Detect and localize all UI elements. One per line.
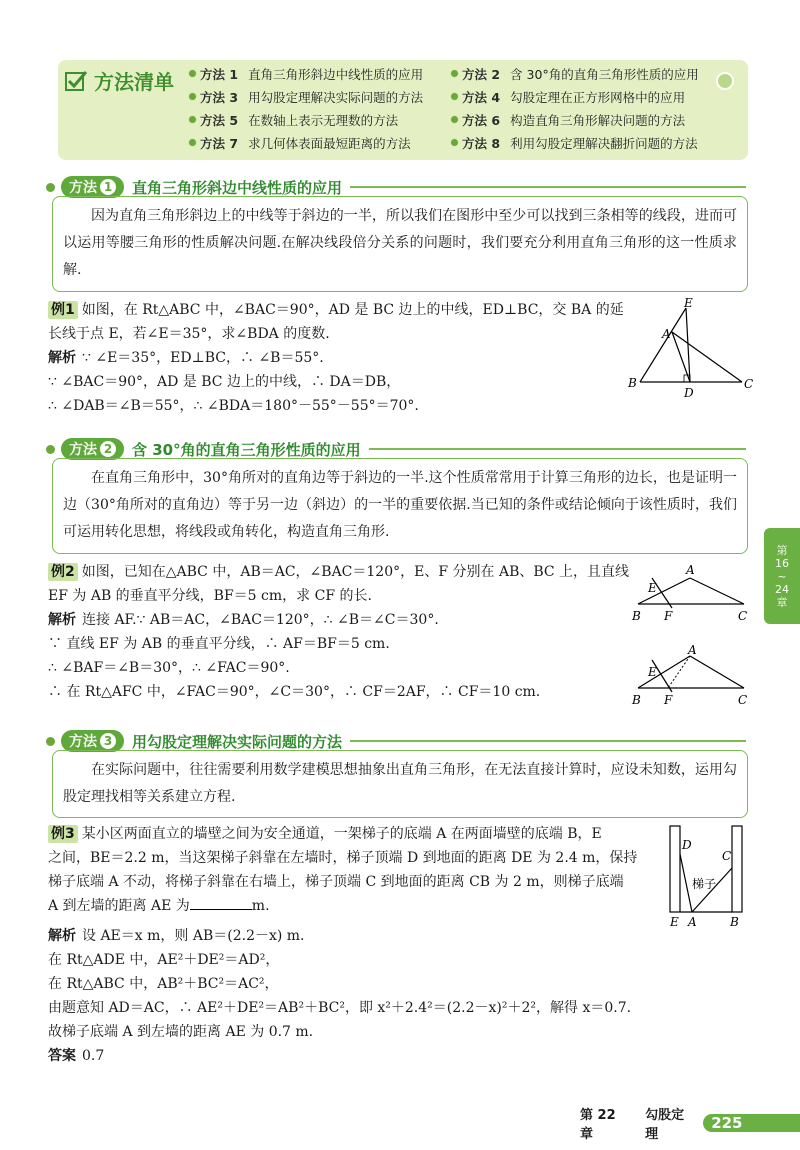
method-list-box — [58, 60, 748, 160]
bullet-icon — [46, 737, 55, 746]
fig1-label-e: E — [684, 296, 693, 310]
page-footer — [580, 1104, 800, 1142]
section-3-header — [46, 730, 746, 752]
method-list-grid — [188, 64, 740, 152]
method-item-2: 方法 2 含 30°角的直角三角形性质的应用 — [450, 64, 740, 83]
fig2b-label-f: F — [664, 693, 673, 707]
fig3-label-ladder: 梯子 — [692, 877, 717, 891]
chapter-side-tab: 第 16 ~ 24 章 — [764, 528, 800, 624]
bullet-icon — [188, 115, 197, 124]
section-2-title: 含 30°角的直角三角形性质的应用 — [132, 440, 361, 459]
bullet-icon — [450, 92, 459, 101]
method-item-4: 方法 4 勾股定理在正方形网格中的应用 — [450, 87, 740, 106]
bullet-icon — [188, 138, 197, 147]
section-3-pill: 方法 3 — [61, 730, 124, 752]
fig2b-label-e: E — [648, 665, 657, 679]
fig1-label-b: B — [628, 376, 637, 390]
fig3-label-e: E — [670, 915, 679, 929]
fig2a-label-e: E — [648, 581, 657, 595]
example-2: 例2 如图，已知在△ABC 中，AB＝AC，∠BAC＝120°，E、F 分别在 AB、BC 上，且直线 EF 为 AB 的垂直平分线，BF＝5 cm，求 CF 的长. 解析 连接 AF.∵ AB＝AC，∠BAC＝120°，∴ ∠B＝∠C＝30°. ∵ 直线 EF 为 AB 的垂直平分线，∴ AF＝BF＝5 cm. ∴ ∠BAF＝∠B＝30°，∴ ∠FAC＝90°. ∴ 在 Rt△AFC 中，∠FAC＝90°，∠C＝30°，∴ CF＝2AF，∴ CF＝10 cm. — [48, 564, 630, 700]
bullet-icon — [450, 69, 459, 78]
fig2a-label-b: B — [632, 609, 641, 623]
example-2-figure-1 — [626, 562, 756, 626]
bullet-icon — [188, 69, 197, 78]
section-1-pill: 方法 1 — [61, 176, 124, 198]
example-1: 例1 如图，在 Rt△ABC 中，∠BAC＝90°，AD 是 BC 边上的中线，ED⊥BC，交 BA 的延 长线于点 E，若∠E＝35°，求∠BDA 的度数. 解析 ∵ ∠E＝35°，ED⊥BC，∴ ∠B＝55°. ∵ ∠BAC＝90°，AD 是 BC 边上的中线，∴ DA＝DB， ∴ ∠DAB＝∠B＝55°，∴ ∠BDA＝180°－55°－55°＝70°. — [48, 302, 624, 414]
fig1-label-a: A — [662, 327, 671, 341]
fig3-label-a: A — [688, 915, 697, 929]
fig2b-label-c: C — [738, 693, 748, 707]
bullet-icon — [46, 183, 55, 192]
analysis-label: 解析 — [48, 612, 76, 628]
section-2-text: 在直角三角形中，30°角所对的直角边等于斜边的一半.这个性质常常用于计算三角形的边长，也是证明一边（30°角所对的直角边）等于另一边（斜边）的一半的重要依据.当已知的条件或结论倾向于该性质时，我们可运用转化思想，将线段或角转化，构造直角三角形. — [52, 458, 748, 554]
example-3-tag: 例3 — [48, 825, 78, 843]
bullet-icon — [450, 115, 459, 124]
section-1-header — [46, 176, 746, 198]
section-3-text: 在实际问题中，往往需要利用数学建模思想抽象出直角三角形，在无法直接计算时，应设未知数，运用勾股定理找相等关系建立方程. — [52, 750, 748, 818]
method-item-6: 方法 6 构造直角三角形解决问题的方法 — [450, 110, 740, 129]
fig2b-label-b: B — [632, 693, 641, 707]
divider — [350, 740, 746, 742]
method-item-8: 方法 8 利用勾股定理解决翻折问题的方法 — [450, 133, 740, 152]
fig1-label-c: C — [744, 377, 754, 391]
fig3-label-d: D — [682, 838, 692, 852]
bullet-icon — [188, 92, 197, 101]
analysis-label: 解析 — [48, 928, 76, 944]
footer-chapter: 第 22 章 — [580, 1108, 616, 1142]
example-2-tag: 例2 — [48, 563, 78, 581]
checkbox-check-icon — [64, 69, 88, 93]
page-number: 225 — [703, 1114, 800, 1132]
method-item-3: 方法 3 用勾股定理解决实际问题的方法 — [188, 87, 450, 106]
method-list-heading — [64, 66, 174, 95]
fig2a-label-f: F — [664, 609, 673, 623]
section-1-title: 直角三角形斜边中线性质的应用 — [132, 178, 343, 197]
fig2a-label-a: A — [686, 563, 695, 577]
fig3-label-c: C — [722, 849, 732, 863]
divider — [350, 186, 746, 188]
answer-blank — [190, 896, 252, 910]
example-3: 例3 某小区两面直立的墙壁之间为安全通道，一架梯子的底端 A 在两面墙壁的底端 B，E 之间，BE＝2.2 m，当这架梯子斜靠在左墙时，梯子顶端 D 到地面的距离 DE 为 2.4 m，保持 梯子底端 A 不动，将梯子斜靠在右墙上，梯子顶端 C 到地面的距离 CB 为 2 m，则梯子底端 A 到左墙的距离 AE 为 m. 解析 设 AE＝x m，则 AB＝(2.2－x) m. 在 Rt△ADE 中，AE²＋DE²＝AD²， 在 Rt△ABC 中，AB²＋BC²＝AC²， 由题意知 AD＝AC，∴ AE²＋DE²＝AB²＋BC²，即 x²＋2.4²＝(2.2－x)²＋2²，解得 x＝0.7. 故梯子底端 A 到左墙的距离 AE 为 0.7 m. 答案 0.7 — [48, 826, 638, 1064]
answer-value: 0.7 — [82, 1048, 105, 1064]
analysis-label: 解析 — [48, 350, 76, 366]
method-list-title: 方法清单 — [94, 70, 174, 94]
bullet-icon — [46, 445, 55, 454]
method-item-5: 方法 5 在数轴上表示无理数的方法 — [188, 110, 450, 129]
example-3-figure — [660, 822, 752, 930]
fig1-label-d: D — [684, 386, 694, 400]
example-1-figure — [620, 296, 760, 400]
example-1-tag: 例1 — [48, 301, 78, 319]
fig2b-label-a: A — [688, 644, 697, 657]
example-2-figure-2 — [626, 644, 756, 708]
fig2a-label-c: C — [738, 609, 748, 623]
divider — [369, 448, 746, 450]
footer-chapter-name: 勾股定理 — [645, 1108, 685, 1142]
fig3-label-b: B — [730, 915, 739, 929]
answer-label: 答案 — [48, 1048, 76, 1064]
section-3-title: 用勾股定理解决实际问题的方法 — [132, 732, 343, 751]
section-1-text: 因为直角三角形斜边上的中线等于斜边的一半，所以我们在图形中至少可以找到三条相等的线段，进而可以运用等腰三角形的性质解决问题.在解决线段倍分关系的问题时，我们要充分利用直角三角形的这一性质求解. — [52, 196, 748, 292]
swirl-decoration-icon — [716, 72, 734, 90]
section-2-pill: 方法 2 — [61, 438, 124, 460]
method-item-1: 方法 1 直角三角形斜边中线性质的应用 — [188, 64, 450, 83]
section-2-header — [46, 438, 746, 460]
bullet-icon — [450, 138, 459, 147]
method-item-7: 方法 7 求几何体表面最短距离的方法 — [188, 133, 450, 152]
